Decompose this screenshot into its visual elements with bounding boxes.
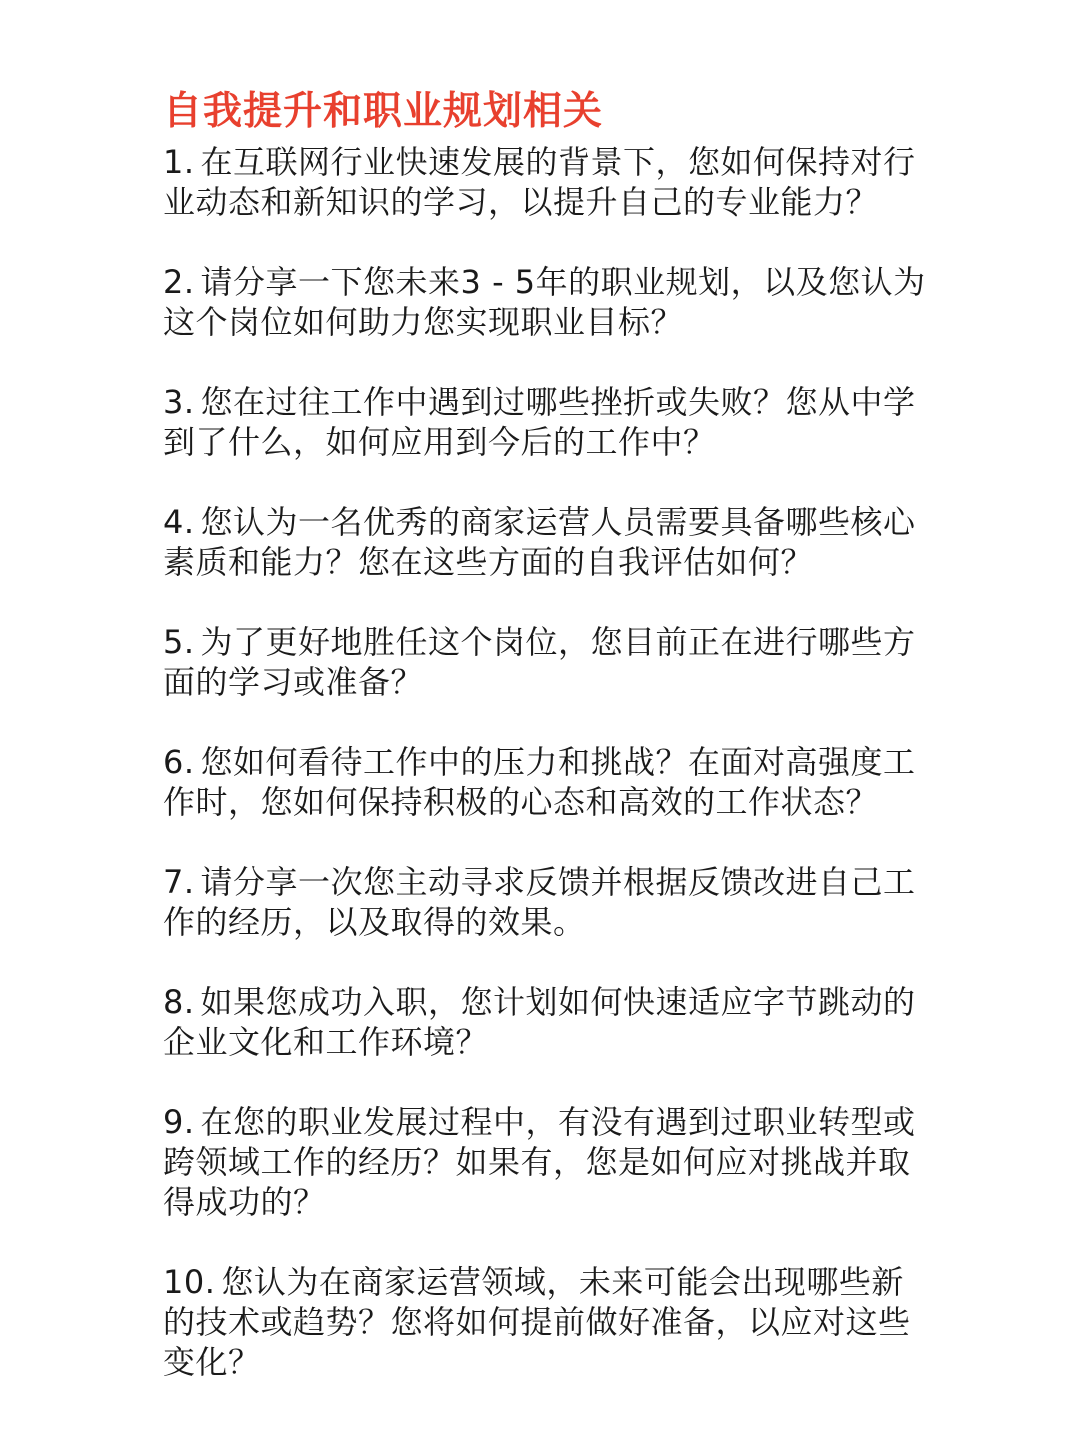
question-line — [163, 1022, 923, 1062]
question-number: 1. — [163, 143, 195, 181]
question-line — [163, 502, 923, 542]
question-item — [163, 142, 923, 222]
question-line — [163, 982, 923, 1022]
question-item — [163, 1262, 923, 1382]
page-title: 自我提升和职业规划相关 — [163, 89, 604, 134]
question-line — [163, 622, 923, 662]
question-line — [163, 182, 923, 222]
question-item — [163, 622, 923, 702]
question-item — [163, 502, 923, 582]
question-text: 为了更好地胜任这个岗位，您目前正在进行哪些方 — [200, 623, 916, 661]
question-item — [163, 982, 923, 1062]
question-line — [163, 1342, 923, 1382]
question-number: 7. — [163, 863, 195, 901]
question-text: 这个岗位如何助力您实现职业目标？ — [163, 303, 684, 341]
question-number: 4. — [163, 503, 195, 541]
question-number: 6. — [163, 743, 195, 781]
question-list — [163, 142, 926, 1382]
question-line — [163, 1102, 923, 1142]
question-text: 变化？ — [163, 1343, 261, 1381]
question-item — [163, 262, 926, 342]
question-text: 的技术或趋势？您将如何提前做好准备，以应对这些 — [163, 1303, 911, 1341]
question-text: 到了什么，如何应用到今后的工作中？ — [163, 423, 716, 461]
question-text: 面的学习或准备？ — [163, 663, 424, 701]
question-line — [163, 1302, 923, 1342]
question-line — [163, 1262, 923, 1302]
question-text: 您认为一名优秀的商家运营人员需要具备哪些核心 — [200, 503, 916, 541]
question-text: 企业文化和工作环境？ — [163, 1023, 489, 1061]
question-item — [163, 382, 923, 462]
question-number: 10. — [163, 1263, 216, 1301]
question-line — [163, 302, 923, 342]
question-line — [163, 902, 923, 942]
question-number: 8. — [163, 983, 195, 1021]
question-text: 得成功的？ — [163, 1183, 326, 1221]
question-text: 跨领域工作的经历？如果有，您是如何应对挑战并取 — [163, 1143, 911, 1181]
question-line — [163, 782, 923, 822]
question-text: 素质和能力？您在这些方面的自我评估如何？ — [163, 543, 814, 581]
question-line — [163, 262, 926, 302]
question-number: 2. — [163, 263, 195, 301]
question-text: 您认为在商家运营领域，未来可能会出现哪些新 — [221, 1263, 904, 1301]
question-line — [163, 862, 923, 902]
question-text: 您如何看待工作中的压力和挑战？在面对高强度工 — [200, 743, 916, 781]
question-item — [163, 862, 923, 942]
question-line — [163, 142, 923, 182]
question-text: 如果您成功入职，您计划如何快速适应字节跳动的 — [200, 983, 916, 1021]
question-text: 请分享一次您主动寻求反馈并根据反馈改进自己工 — [200, 863, 916, 901]
question-text: 作时，您如何保持积极的心态和高效的工作状态？ — [163, 783, 879, 821]
question-text: 请分享一下您未来3 - 5年的职业规划，以及您认为 — [200, 263, 926, 301]
question-number: 9. — [163, 1103, 195, 1141]
question-text: 在互联网行业快速发展的背景下，您如何保持对行 — [200, 143, 916, 181]
question-text: 业动态和新知识的学习，以提升自己的专业能力？ — [163, 183, 879, 221]
question-item — [163, 1102, 923, 1222]
question-number: 5. — [163, 623, 195, 661]
question-line — [163, 742, 923, 782]
question-line — [163, 542, 923, 582]
question-text: 您在过往工作中遇到过哪些挫折或失败？您从中学 — [200, 383, 916, 421]
question-line — [163, 1142, 923, 1182]
question-line — [163, 662, 923, 702]
question-text: 作的经历，以及取得的效果。 — [163, 903, 586, 941]
question-text: 在您的职业发展过程中，有没有遇到过职业转型或 — [200, 1103, 916, 1141]
question-item — [163, 742, 923, 822]
question-line — [163, 382, 923, 422]
question-number: 3. — [163, 383, 195, 421]
question-line — [163, 1182, 923, 1222]
document-page — [163, 88, 926, 1422]
question-line — [163, 422, 923, 462]
